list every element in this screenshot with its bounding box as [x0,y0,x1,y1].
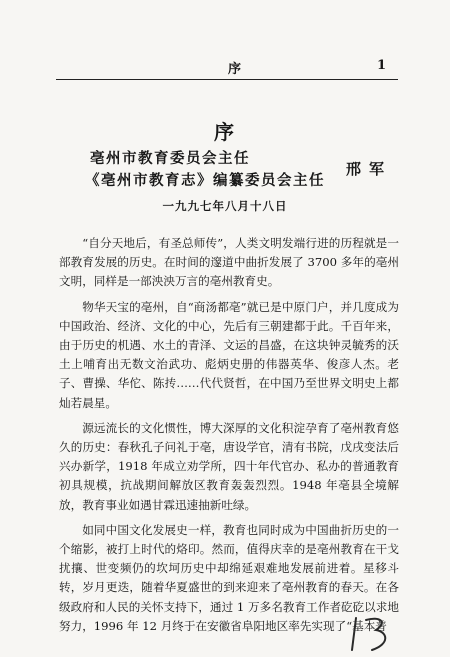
author-position-1: 亳州市教育委员会主任 [90,150,250,167]
running-head-title: 序 [228,62,242,77]
document-title: 序 [214,120,236,144]
page-number: 1 [376,58,386,73]
handwritten-page-mark [346,612,398,654]
date-line: 一九九七年八月十八日 [162,199,288,213]
author-position-2: 《亳州市教育志》编纂委员会主任 [85,172,325,189]
body-text [59,234,399,642]
paragraph: 如同中国文化发展史一样，教育也同时成为中国曲折历史的一个缩影，被打上时代的烙印。然而，值得庆幸的是亳州教育在干戈扰攘、世变频仍的坎坷历史中却绵延艰难地发展前进着。星移斗转，岁月更迭，随着华夏盛世的到来迎来了亳州教育的春天。在各级政府和人民的关怀支持下，通过 1 万多名教育工作者矻矻以求地努力，1996 年 12 月终于在安徽省阜阳地区率先实现了“基本普 [59,522,399,633]
header-rule [56,79,398,80]
paragraph: “自分天地后，有圣总师传”，人类文明发端行进的历程就是一部教育发展的历史。在时间的邃道中曲折发展了 3700 多年的亳州文明，同样是一部泱泱万言的亳州教育史。 [59,236,399,289]
paragraph: 源远流长的文化惯性，博大深厚的文化积淀孕育了亳州教育悠久的历史：春秋孔子问礼于亳，唐设学官，清有书院，戊戌变法后兴办新学，1918 年成立劝学所，四十年代官办、私办的普通教育初具规模，抗战期间解放区教育轰轰烈烈。1948 年亳县全境解放，教育事业如遇甘霖迅速抽新吐绿。 [59,420,399,512]
author-name: 邢军 [346,160,393,178]
paragraph: 物华天宝的亳州，自“商汤都亳”就已是中原门户，并几度成为中国政治、经济、文化的中心，先后有三朝建都于此。千百年来，由于历史的机遇、水土的青泽、文运的昌盛，在这块钟灵毓秀的沃土上哺育出无数文治武功、彪炳史册的伟器英华、俊彦人杰。老子、曹操、华佗、陈抟……代代贤哲，在中国乃至世界文明史上都灿若晨星。 [59,299,399,410]
